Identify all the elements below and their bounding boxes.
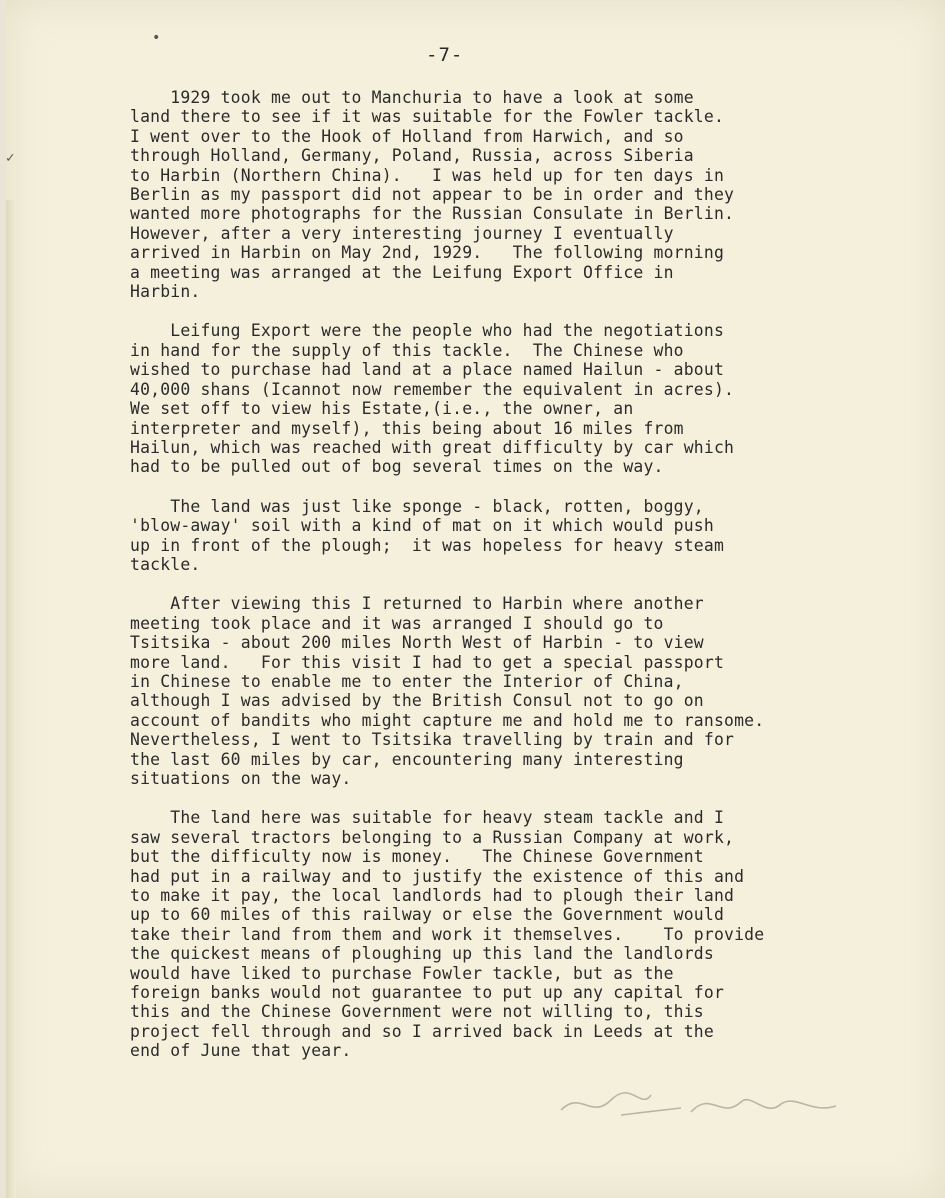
paper-fold-edge bbox=[6, 200, 16, 1198]
text-line: interpreter and myself), this being about 16 miles from bbox=[130, 418, 684, 438]
text-line: the quickest means of ploughing up this land the landlords bbox=[130, 944, 714, 964]
text-line: land there to see if it was suitable for the Fowler tackle. bbox=[130, 107, 725, 127]
text-line: had put in a railway and to justify the existence of this and bbox=[130, 866, 745, 886]
paragraph bbox=[130, 321, 910, 476]
text-line: end of June that year. bbox=[130, 1041, 352, 1061]
text-line: We set off to view his Estate,(i.e., the owner, an bbox=[130, 399, 634, 419]
text-line: foreign banks would not guarantee to put up any capital for bbox=[130, 983, 725, 1003]
text-line: up to 60 miles of this railway or else the Government would bbox=[130, 905, 725, 925]
text-line: in hand for the supply of this tackle. The Chinese who bbox=[130, 340, 684, 360]
text-line: Berlin as my passport did not appear to be in order and they bbox=[130, 185, 735, 205]
text-line: in Chinese to enable me to enter the Interior of China, bbox=[130, 671, 684, 691]
text-line: Nevertheless, I went to Tsitsika travelling by train and for bbox=[130, 730, 735, 750]
text-line: However, after a very interesting journey I eventually bbox=[130, 223, 674, 243]
ink-dot: • bbox=[152, 30, 161, 46]
paragraph bbox=[130, 594, 910, 788]
text-line: Leifung Export were the people who had the negotiations bbox=[130, 321, 725, 341]
paragraph bbox=[130, 88, 910, 301]
text-line: the last 60 miles by car, encountering many interesting bbox=[130, 749, 684, 769]
text-line: although I was advised by the British Consul not to go on bbox=[130, 691, 704, 711]
paragraph bbox=[130, 497, 910, 575]
text-line: 1929 took me out to Manchuria to have a look at some bbox=[130, 88, 694, 107]
text-line: After viewing this I returned to Harbin where another bbox=[130, 594, 704, 614]
text-line: wished to purchase had land at a place named Hailun - about bbox=[130, 360, 725, 380]
text-line: The land was just like sponge - black, rotten, boggy, bbox=[130, 496, 704, 516]
margin-tick-mark: ✓ bbox=[6, 150, 15, 166]
text-line: to make it pay, the local landlords had to plough their land bbox=[130, 886, 735, 906]
text-line: situations on the way. bbox=[130, 769, 352, 788]
text-line: to Harbin (Northern China). I was held up for ten days in bbox=[130, 165, 725, 185]
text-line: up in front of the plough; it was hopeless for heavy steam bbox=[130, 535, 725, 555]
text-line: a meeting was arranged at the Leifung Export Office in bbox=[130, 262, 674, 282]
text-line: take their land from them and work it themselves. To provide bbox=[130, 924, 765, 944]
text-line: 'blow-away' soil with a kind of mat on it which would push bbox=[130, 516, 714, 536]
document-page bbox=[6, 0, 945, 1198]
page-number: -7- bbox=[426, 44, 464, 66]
text-line: arrived in Harbin on May 2nd, 1929. The following morning bbox=[130, 243, 725, 263]
text-line: Harbin. bbox=[130, 282, 201, 302]
faded-signature bbox=[551, 1080, 851, 1130]
text-line: but the difficulty now is money. The Chinese Government bbox=[130, 847, 704, 867]
paragraph bbox=[130, 808, 910, 1060]
text-line: had to be pulled out of bog several times on the way. bbox=[130, 457, 664, 477]
text-line: Tsitsika - about 200 miles North West of Harbin - to view bbox=[130, 633, 704, 653]
text-line: tackle. bbox=[130, 554, 201, 574]
text-line: through Holland, Germany, Poland, Russia, across Siberia bbox=[130, 146, 694, 166]
text-line: account of bandits who might capture me and hold me to ransome. bbox=[130, 710, 765, 730]
document-body bbox=[130, 88, 910, 1081]
text-line: project fell through and so I arrived back in Leeds at the bbox=[130, 1021, 714, 1041]
text-line: Hailun, which was reached with great difficulty by car which bbox=[130, 437, 735, 457]
text-line: I went over to the Hook of Holland from Harwich, and so bbox=[130, 126, 684, 146]
text-line: The land here was suitable for heavy steam tackle and I bbox=[130, 808, 725, 828]
text-line: meeting took place and it was arranged I should go to bbox=[130, 613, 664, 633]
text-line: this and the Chinese Government were not willing to, this bbox=[130, 1002, 704, 1022]
text-line: wanted more photographs for the Russian Consulate in Berlin. bbox=[130, 204, 735, 224]
text-line: would have liked to purchase Fowler tackle, but as the bbox=[130, 963, 674, 983]
text-line: 40,000 shans (Icannot now remember the equivalent in acres). bbox=[130, 379, 735, 399]
text-line: saw several tractors belonging to a Russian Company at work, bbox=[130, 827, 735, 847]
text-line: more land. For this visit I had to get a special passport bbox=[130, 652, 725, 672]
